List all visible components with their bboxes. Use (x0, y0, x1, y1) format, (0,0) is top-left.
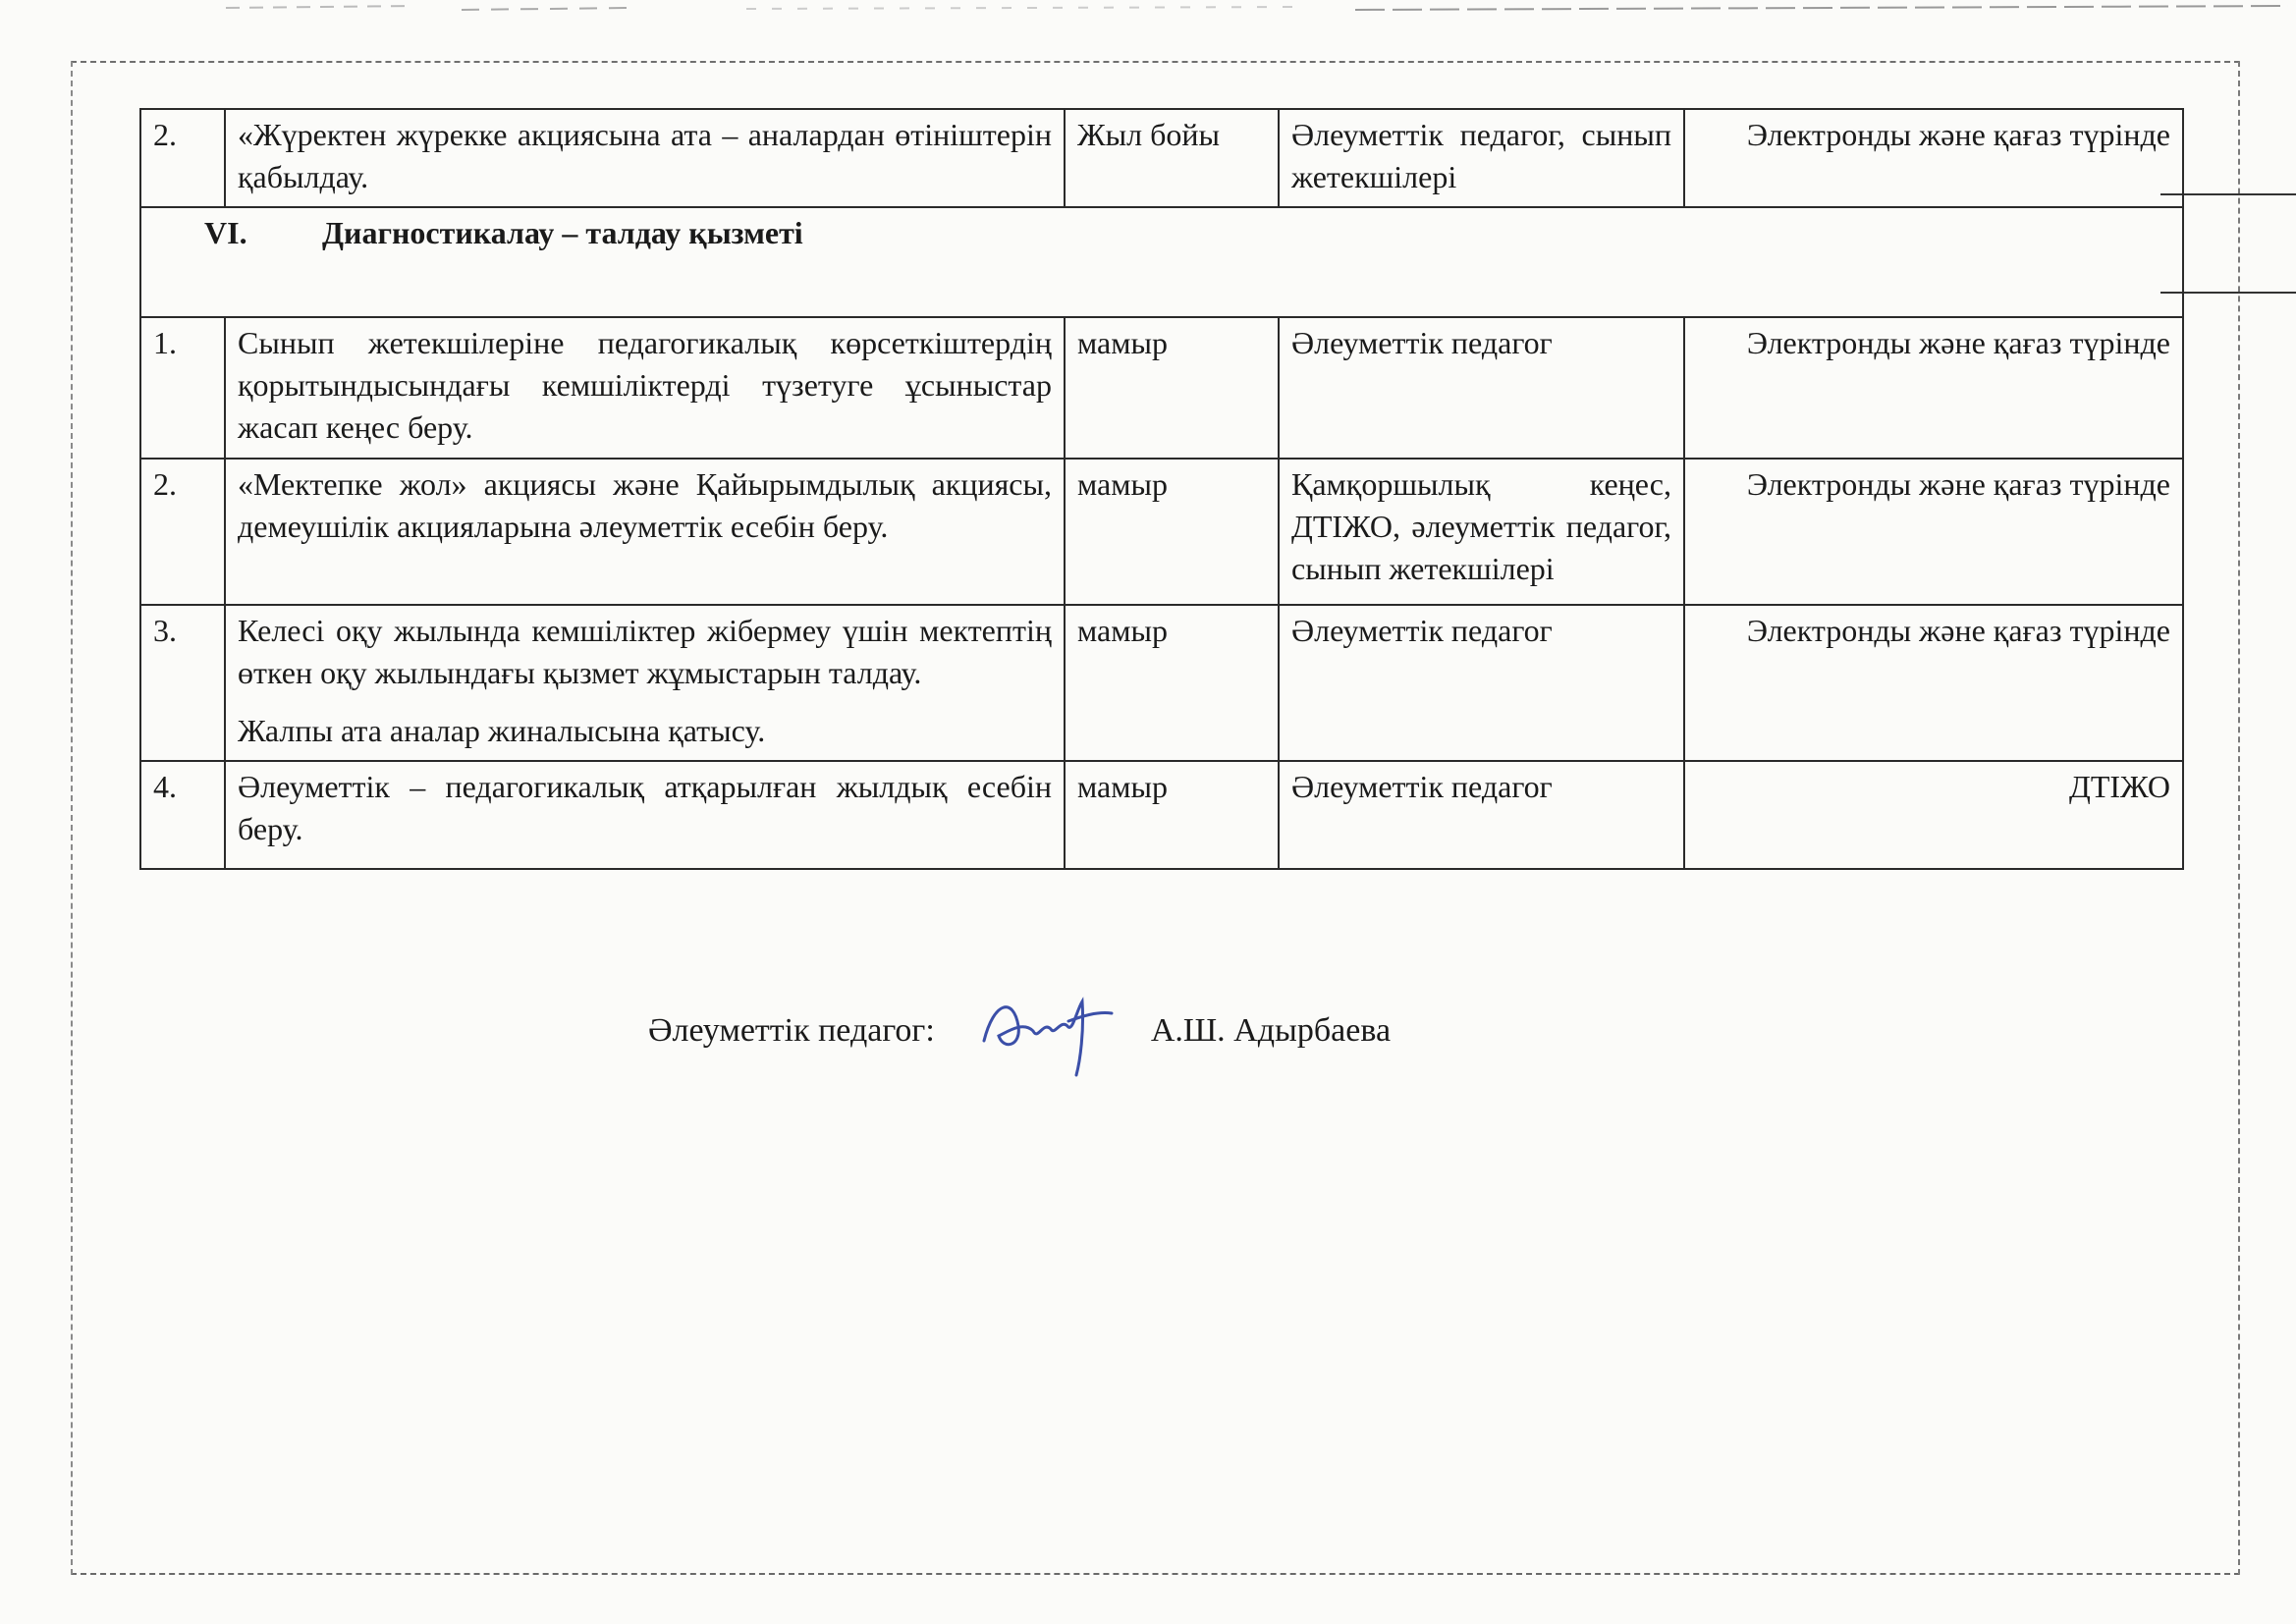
form-cell: ДТІЖО (1684, 761, 2183, 869)
table-row (140, 605, 2183, 761)
date-cell: Жыл бойы (1065, 109, 1279, 207)
plan-table (139, 108, 2184, 870)
responsible-cell: Әлеуметтік педагог (1279, 605, 1684, 761)
form-cell: Электронды және қағаз түрінде (1684, 605, 2183, 761)
form-cell: Электронды және қағаз түрінде (1684, 459, 2183, 605)
row-number: 2. (140, 459, 225, 605)
date-cell: мамыр (1065, 317, 1279, 459)
activity-cell (225, 605, 1065, 761)
form-cell: Электронды және қағаз түрінде (1684, 317, 2183, 459)
date-cell: мамыр (1065, 761, 1279, 869)
activity-cell: «Жүректен жүрекке акциясына ата – аналардан өтініштерін қабылдау. (225, 109, 1065, 207)
row-number: 1. (140, 317, 225, 459)
date-cell: мамыр (1065, 459, 1279, 605)
scan-top-edge (0, 0, 2296, 29)
table-row (140, 317, 2183, 459)
section-row (140, 207, 2183, 317)
signature-role: Әлеуметтік педагог: (648, 1012, 935, 1049)
section-cell (140, 207, 2183, 317)
row-number: 2. (140, 109, 225, 207)
table-row (140, 761, 2183, 869)
table-row (140, 109, 2183, 207)
activity-extra-text: Жалпы ата аналар жиналысына қатысу. (238, 713, 766, 748)
section-title: Диагностикалау – талдау қызметі (322, 215, 803, 250)
responsible-cell: Әлеуметтік педагог (1279, 317, 1684, 459)
responsible-cell: Әлеуметтік педагог (1279, 761, 1684, 869)
date-cell: мамыр (1065, 605, 1279, 761)
section-number: VI. (204, 215, 247, 250)
activity-cell: «Мектепке жол» акциясы және Қайырымдылық акциясы, демеушілік акцияларына әлеуметтік есебін беру. (225, 459, 1065, 605)
signature-block (648, 1001, 1391, 1060)
activity-text: Келесі оқу жылында кемшіліктер жібермеу үшін мектептің өткен оқу жылындағы қызмет жұмыстарын талдау. (238, 613, 1052, 690)
responsible-cell: Қамқоршылық кеңес, ДТІЖО, әлеуметтік педагог, сынып жетекшілері (1279, 459, 1684, 605)
row-number: 3. (140, 605, 225, 761)
form-cell: Электронды және қағаз түрінде (1684, 109, 2183, 207)
responsible-cell: Әлеуметтік педагог, сынып жетекшілері (1279, 109, 1684, 207)
handwritten-signature (974, 982, 1121, 1080)
row-number: 4. (140, 761, 225, 869)
activity-cell: Әлеуметтік – педагогикалық атқарылған жылдық есебін беру. (225, 761, 1065, 869)
signature-name: А.Ш. Адырбаева (1150, 1012, 1392, 1049)
activity-cell: Сынып жетекшілеріне педагогикалық көрсеткіштердің қорытындысындағы кемшіліктерді түзетуге ұсыныстар жасап кеңес беру. (225, 317, 1065, 459)
table-row (140, 459, 2183, 605)
